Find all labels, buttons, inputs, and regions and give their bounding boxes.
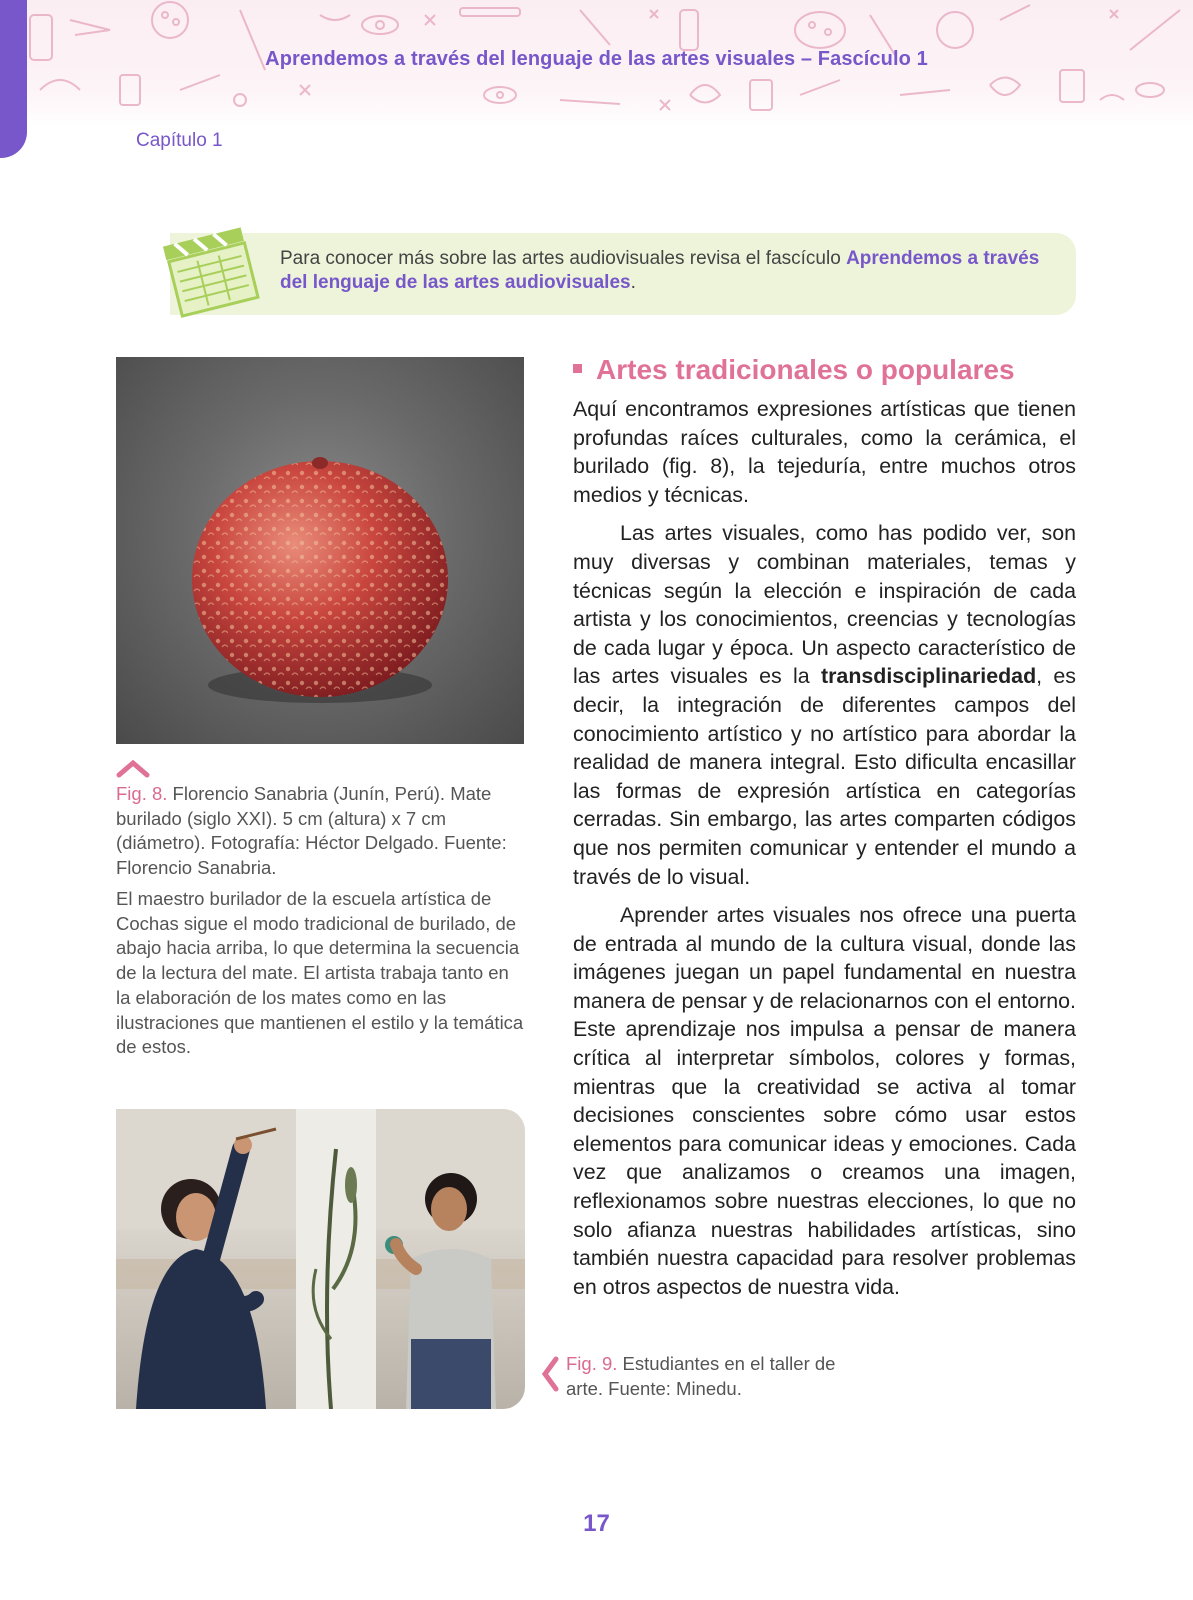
section-heading-text: Artes tradicionales o populares (596, 354, 1015, 385)
paragraph-1: Aquí encontramos expresiones artísticas que tienen profundas raíces culturales, como la cerámica, el burilado (fig. 8), la tejeduría, entre muchos otros medios y técnicas. (573, 397, 1076, 507)
paragraph-2-end: , es decir, la integración de diferentes campos del conocimiento artístico y no artístico para abordar la realidad de manera integral. Esto dificulta encasillar las formas de expresión artística en categorías cerradas. Sin embargo, las artes comparten códigos que nos permiten comunicar y entender el mundo a través de lo visual. (573, 664, 1077, 889)
figure-8-description: El maestro burilador de la escuela artística de Cochas sigue el modo tradicional de burilado, de abajo hacia arriba, lo que determina la secuencia de la lectura del mate. El artista trabaja tanto en la elaboración de los mates como en las ilustraciones que mantienen el estilo y la temática de estos. (116, 888, 524, 1058)
caret-up-icon (116, 758, 150, 778)
paragraph-2 (573, 519, 1076, 891)
figure-9-caption (566, 1352, 866, 1401)
page-number: 17 (583, 1510, 610, 1537)
paragraph-3: Aprender artes visuales nos ofrece una puerta de entrada al mundo de la cultura visual, donde las imágenes juegan un papel fundamental en nuestra manera de pensar y de relacionarnos con el entorno. Este aprendizaje nos impulsa a pensar de manera crítica al interpretar símbolos, colores y formas, mientras que la creatividad se activa al tomar decisiones conscientes sobre cómo usar estos elementos para comunicar ideas y emociones. Cada vez que analizamos o creamos una imagen, reflexionamos sobre nuestras elecciones, lo que no solo afianza nuestras habilidades artísticas, sino también nuestra capacidad para resolver problemas en otros aspectos de nuestra vida. (573, 903, 1076, 1299)
note-text-intro: Para conocer más sobre las artes audiovisuales revisa el fascículo (280, 248, 847, 269)
fascicle-link[interactable]: Aprendemos a través del lenguaje de las artes audiovisuales (280, 248, 1040, 293)
paragraph-2-start: Las artes visuales, como has podido ver, son muy diversas y combinan materiales, temas y técnicas según la elección e inspiración de cada artista y los conocimientos, creencias y tecnologías de cada lugar y época. Un aspecto característico de las artes visuales es la (573, 521, 1076, 689)
chapter-corner-tab (0, 0, 27, 158)
burilado-gourd-illustration (116, 357, 524, 744)
figure-9-caption-text: Estudiantes en el taller de arte. Fuente: Minedu. (566, 1353, 836, 1399)
figure-8-caption (116, 782, 526, 881)
chapter-label: Capítulo 1 (136, 130, 223, 151)
figure-9-label: Fig. 9. (566, 1353, 618, 1374)
clapperboard-icon (160, 214, 260, 326)
caret-left-icon (540, 1356, 560, 1392)
figure-8-photo (116, 357, 524, 744)
paragraph-2-term: transdisciplinariedad (820, 664, 1037, 689)
running-header-title: Aprendemos a través del lenguaje de las artes visuales – Fascículo 1 (265, 48, 928, 70)
note-text (280, 247, 1070, 295)
body-text-column (573, 395, 1076, 1311)
square-bullet-icon (573, 364, 582, 373)
section-heading (573, 354, 1093, 386)
students-painting-illustration (116, 1109, 525, 1409)
note-text-end: . (630, 272, 636, 293)
figure-8-caption-text: Florencio Sanabria (Junín, Perú). Mate burilado (siglo XXI). 5 cm (altura) x 7 cm (diámetro). Fotografía: Héctor Delgado. Fuente: Florencio Sanabria. (116, 783, 507, 879)
figure-8-label: Fig. 8. (116, 783, 168, 804)
figure-9-photo (116, 1109, 525, 1409)
